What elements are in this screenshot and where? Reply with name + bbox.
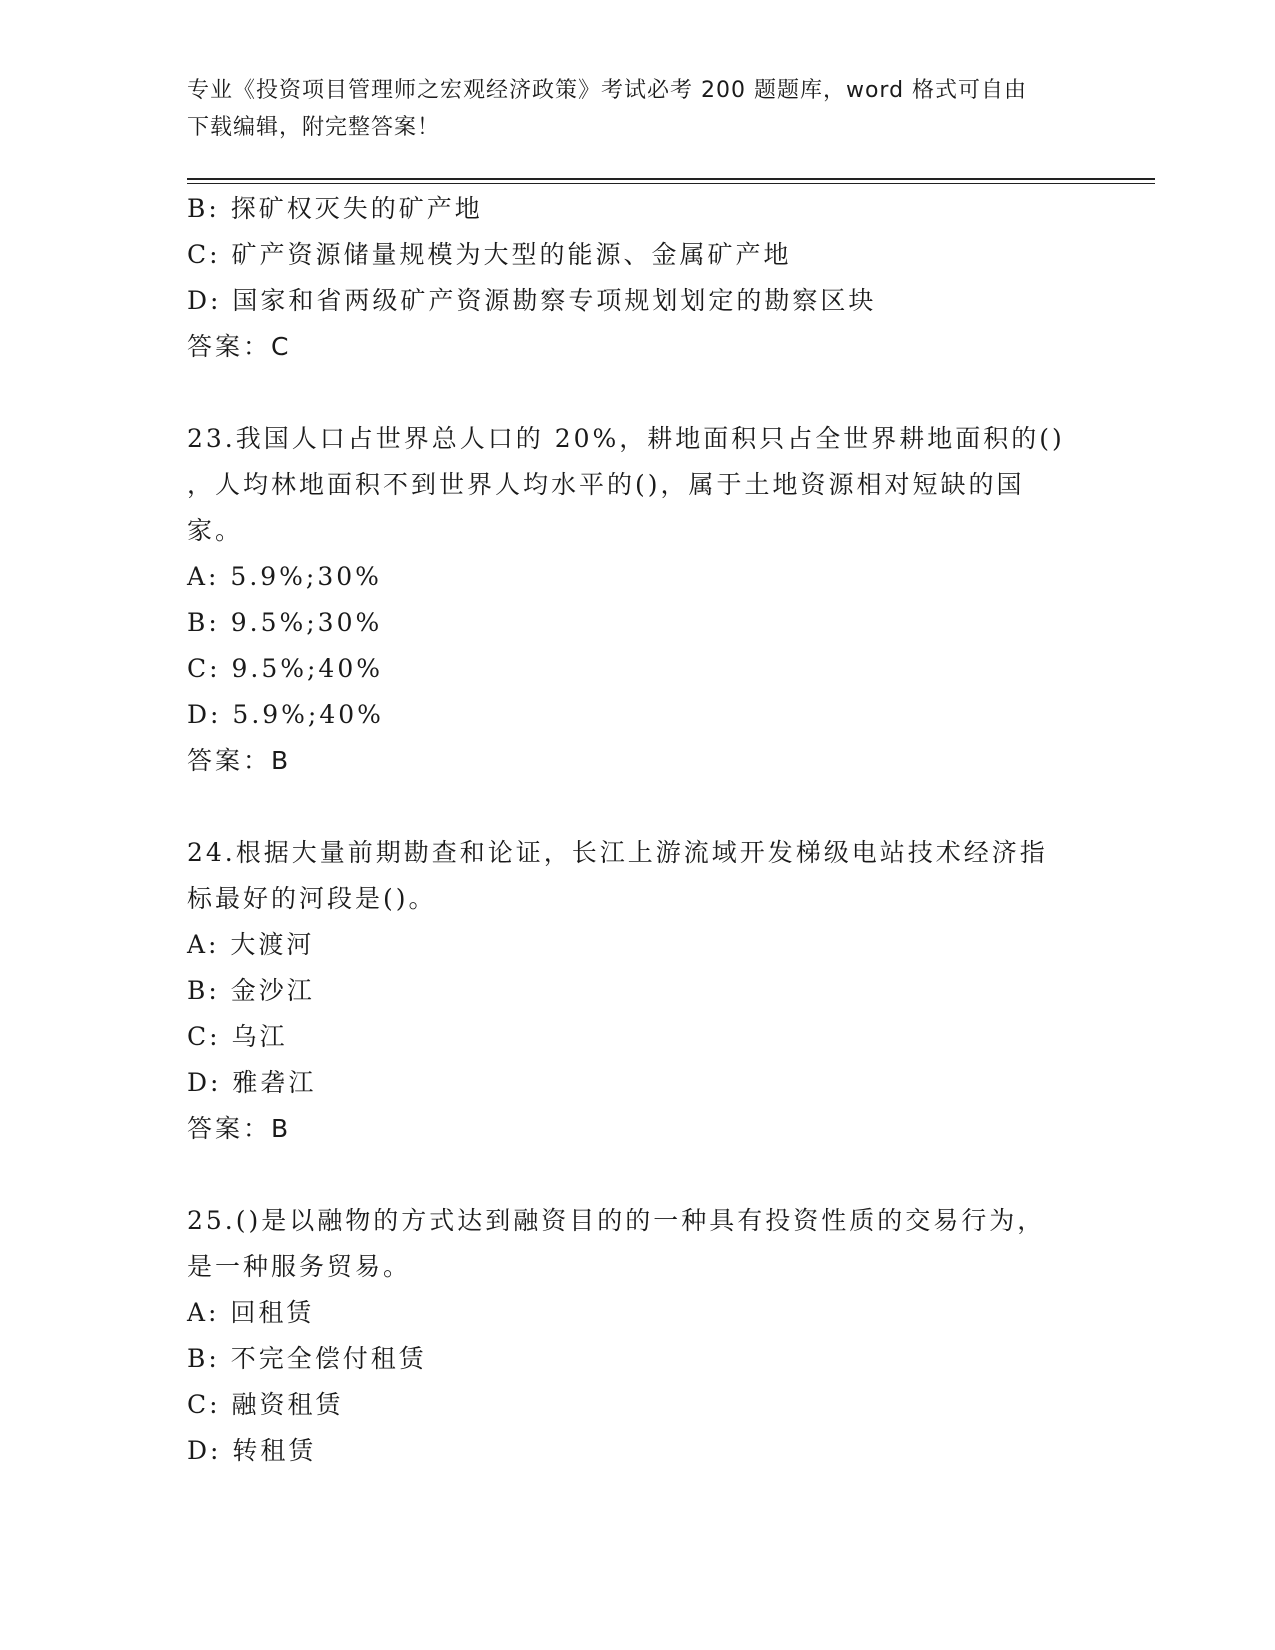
spacer bbox=[187, 1152, 1087, 1198]
question-22-continuation bbox=[187, 186, 1087, 370]
question-text-line: 家。 bbox=[187, 516, 244, 545]
header-rule-thin bbox=[187, 183, 1155, 184]
question-25 bbox=[187, 1198, 1087, 1474]
question-text-line: 24.根据大量前期勘查和论证，长江上游流域开发梯级电站技术经济指 bbox=[187, 838, 1048, 867]
spacer bbox=[187, 784, 1087, 830]
document-body bbox=[187, 186, 1087, 1474]
option-d: D: 雅砻江 bbox=[187, 1068, 317, 1097]
option-d: D: 5.9%;40% bbox=[187, 700, 384, 729]
document-header bbox=[187, 72, 1087, 146]
option-a: A: 回租赁 bbox=[187, 1298, 315, 1327]
option-d: D: 转租赁 bbox=[187, 1436, 317, 1465]
option-a: A: 5.9%;30% bbox=[187, 562, 382, 591]
option-b: B: 9.5%;30% bbox=[187, 608, 383, 637]
question-24 bbox=[187, 830, 1087, 1152]
question-text-line: 是一种服务贸易。 bbox=[187, 1252, 412, 1281]
option-b: B: 探矿权灭失的矿产地 bbox=[187, 194, 483, 223]
question-text-line: 标最好的河段是()。 bbox=[187, 884, 437, 913]
option-d: D: 国家和省两级矿产资源勘察专项规划划定的勘察区块 bbox=[187, 286, 877, 315]
option-c: C: 9.5%;40% bbox=[187, 654, 384, 683]
answer-line: 答案：C bbox=[187, 332, 292, 361]
question-text-line: 23.我国人口占世界总人口的 20%，耕地面积只占全世界耕地面积的() bbox=[187, 424, 1065, 453]
option-a: A: 大渡河 bbox=[187, 930, 315, 959]
question-text-line: 25.()是以融物的方式达到融资目的的一种具有投资性质的交易行为， bbox=[187, 1206, 1046, 1235]
option-c: C: 乌江 bbox=[187, 1022, 288, 1051]
answer-line: 答案：B bbox=[187, 1114, 292, 1143]
option-c: C: 矿产资源储量规模为大型的能源、金属矿产地 bbox=[187, 240, 792, 269]
header-line-2: 下载编辑，附完整答案！ bbox=[187, 115, 441, 140]
header-rule-thick bbox=[187, 178, 1155, 180]
option-c: C: 融资租赁 bbox=[187, 1390, 344, 1419]
header-line-1: 专业《投资项目管理师之宏观经济政策》考试必考 200 题题库，word 格式可自由 bbox=[187, 78, 1028, 103]
question-23 bbox=[187, 416, 1087, 784]
question-text-line: ，人均林地面积不到世界人均水平的()，属于土地资源相对短缺的国 bbox=[187, 470, 1025, 499]
option-b: B: 金沙江 bbox=[187, 976, 315, 1005]
spacer bbox=[187, 370, 1087, 416]
answer-line: 答案：B bbox=[187, 746, 292, 775]
option-b: B: 不完全偿付租赁 bbox=[187, 1344, 427, 1373]
